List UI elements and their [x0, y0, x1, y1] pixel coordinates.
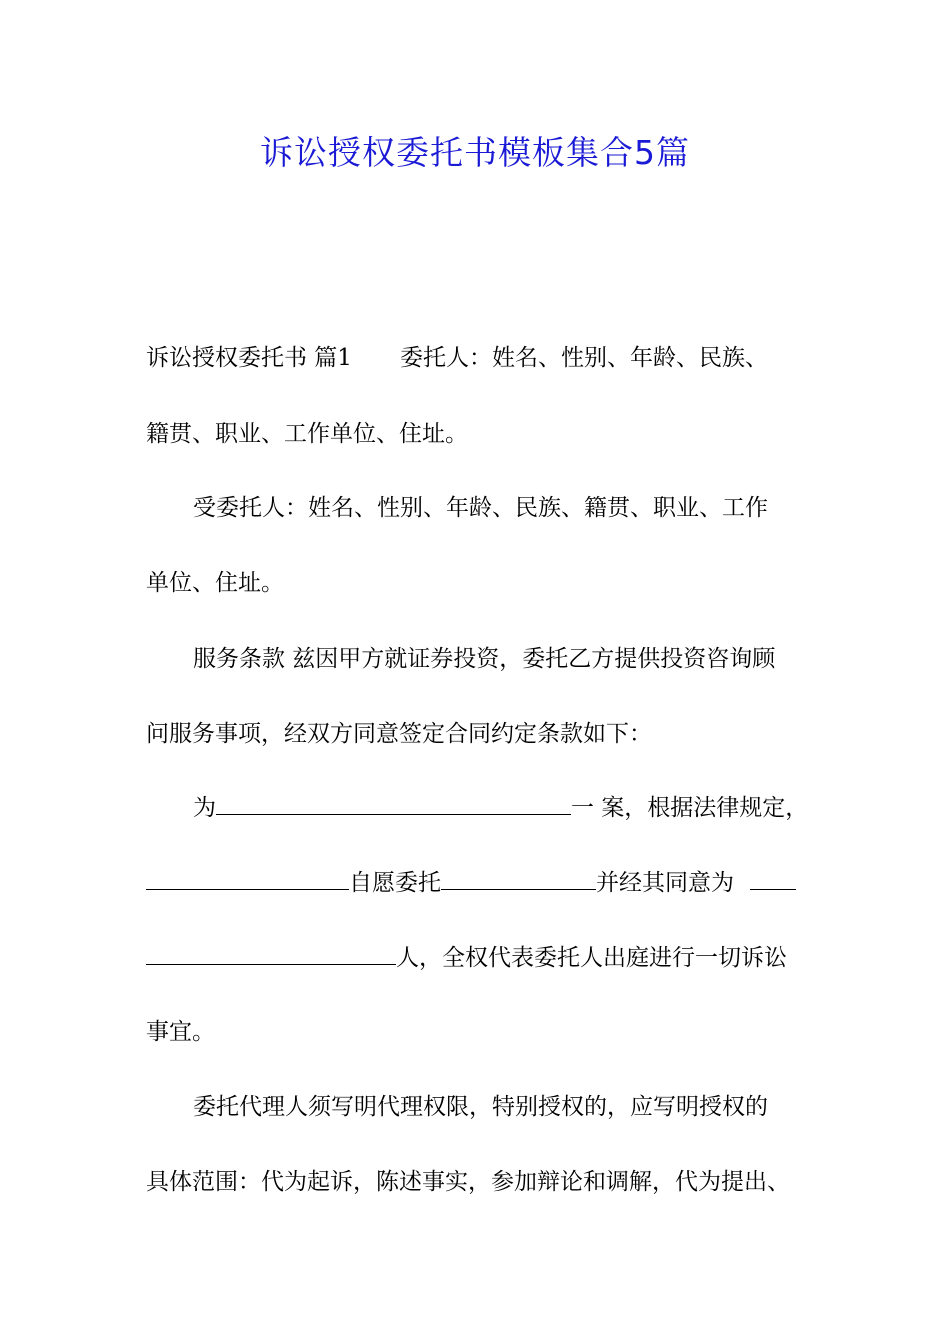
fill-in-blank[interactable] [146, 867, 349, 890]
paragraph-line-9 [146, 938, 816, 978]
paragraph-line-3: 受委托人：姓名、性别、年龄、民族、籍贯、职业、工作 [193, 495, 768, 521]
text-fragment: 人，全权代表委托人出庭进行一切诉讼 [396, 945, 787, 971]
fill-in-blank[interactable] [146, 942, 396, 965]
text-fragment: 并经其同意为 [596, 870, 734, 896]
paragraph-line-10: 事宜。 [146, 1019, 215, 1045]
paragraph-line-7 [146, 788, 863, 828]
fill-in-blank[interactable] [441, 867, 596, 890]
paragraph-line-8 [146, 863, 816, 903]
page-title: 诉讼授权委托书模板集合5篇 [260, 133, 690, 172]
text-fragment: 委托人：姓名、性别、年龄、民族、 [399, 345, 768, 371]
text-fragment: 为 [193, 795, 216, 821]
paragraph-line-11: 委托代理人须写明代理权限，特别授权的，应写明授权的 [193, 1094, 768, 1120]
paragraph-line-4: 单位、住址。 [146, 570, 284, 596]
paragraph-line-12: 具体范围：代为起诉，陈述事实，参加辩论和调解，代为提出、 [146, 1169, 790, 1195]
text-fragment: 自愿委托 [349, 870, 441, 896]
fill-in-blank[interactable] [216, 792, 571, 815]
paragraph-line-5: 服务条款 兹因甲方就证券投资，委托乙方提供投资咨询顾 [193, 646, 776, 672]
paragraph-line-1 [146, 338, 816, 378]
fill-in-blank[interactable] [750, 867, 796, 890]
paragraph-line-2: 籍贯、职业、工作单位、住址。 [146, 421, 468, 447]
section-heading: 诉讼授权委托书 篇1 [146, 345, 352, 371]
text-fragment: 一 案，根据法律规定， [571, 795, 809, 821]
paragraph-line-6: 问服务事项，经双方同意签定合同约定条款如下： [146, 721, 652, 747]
